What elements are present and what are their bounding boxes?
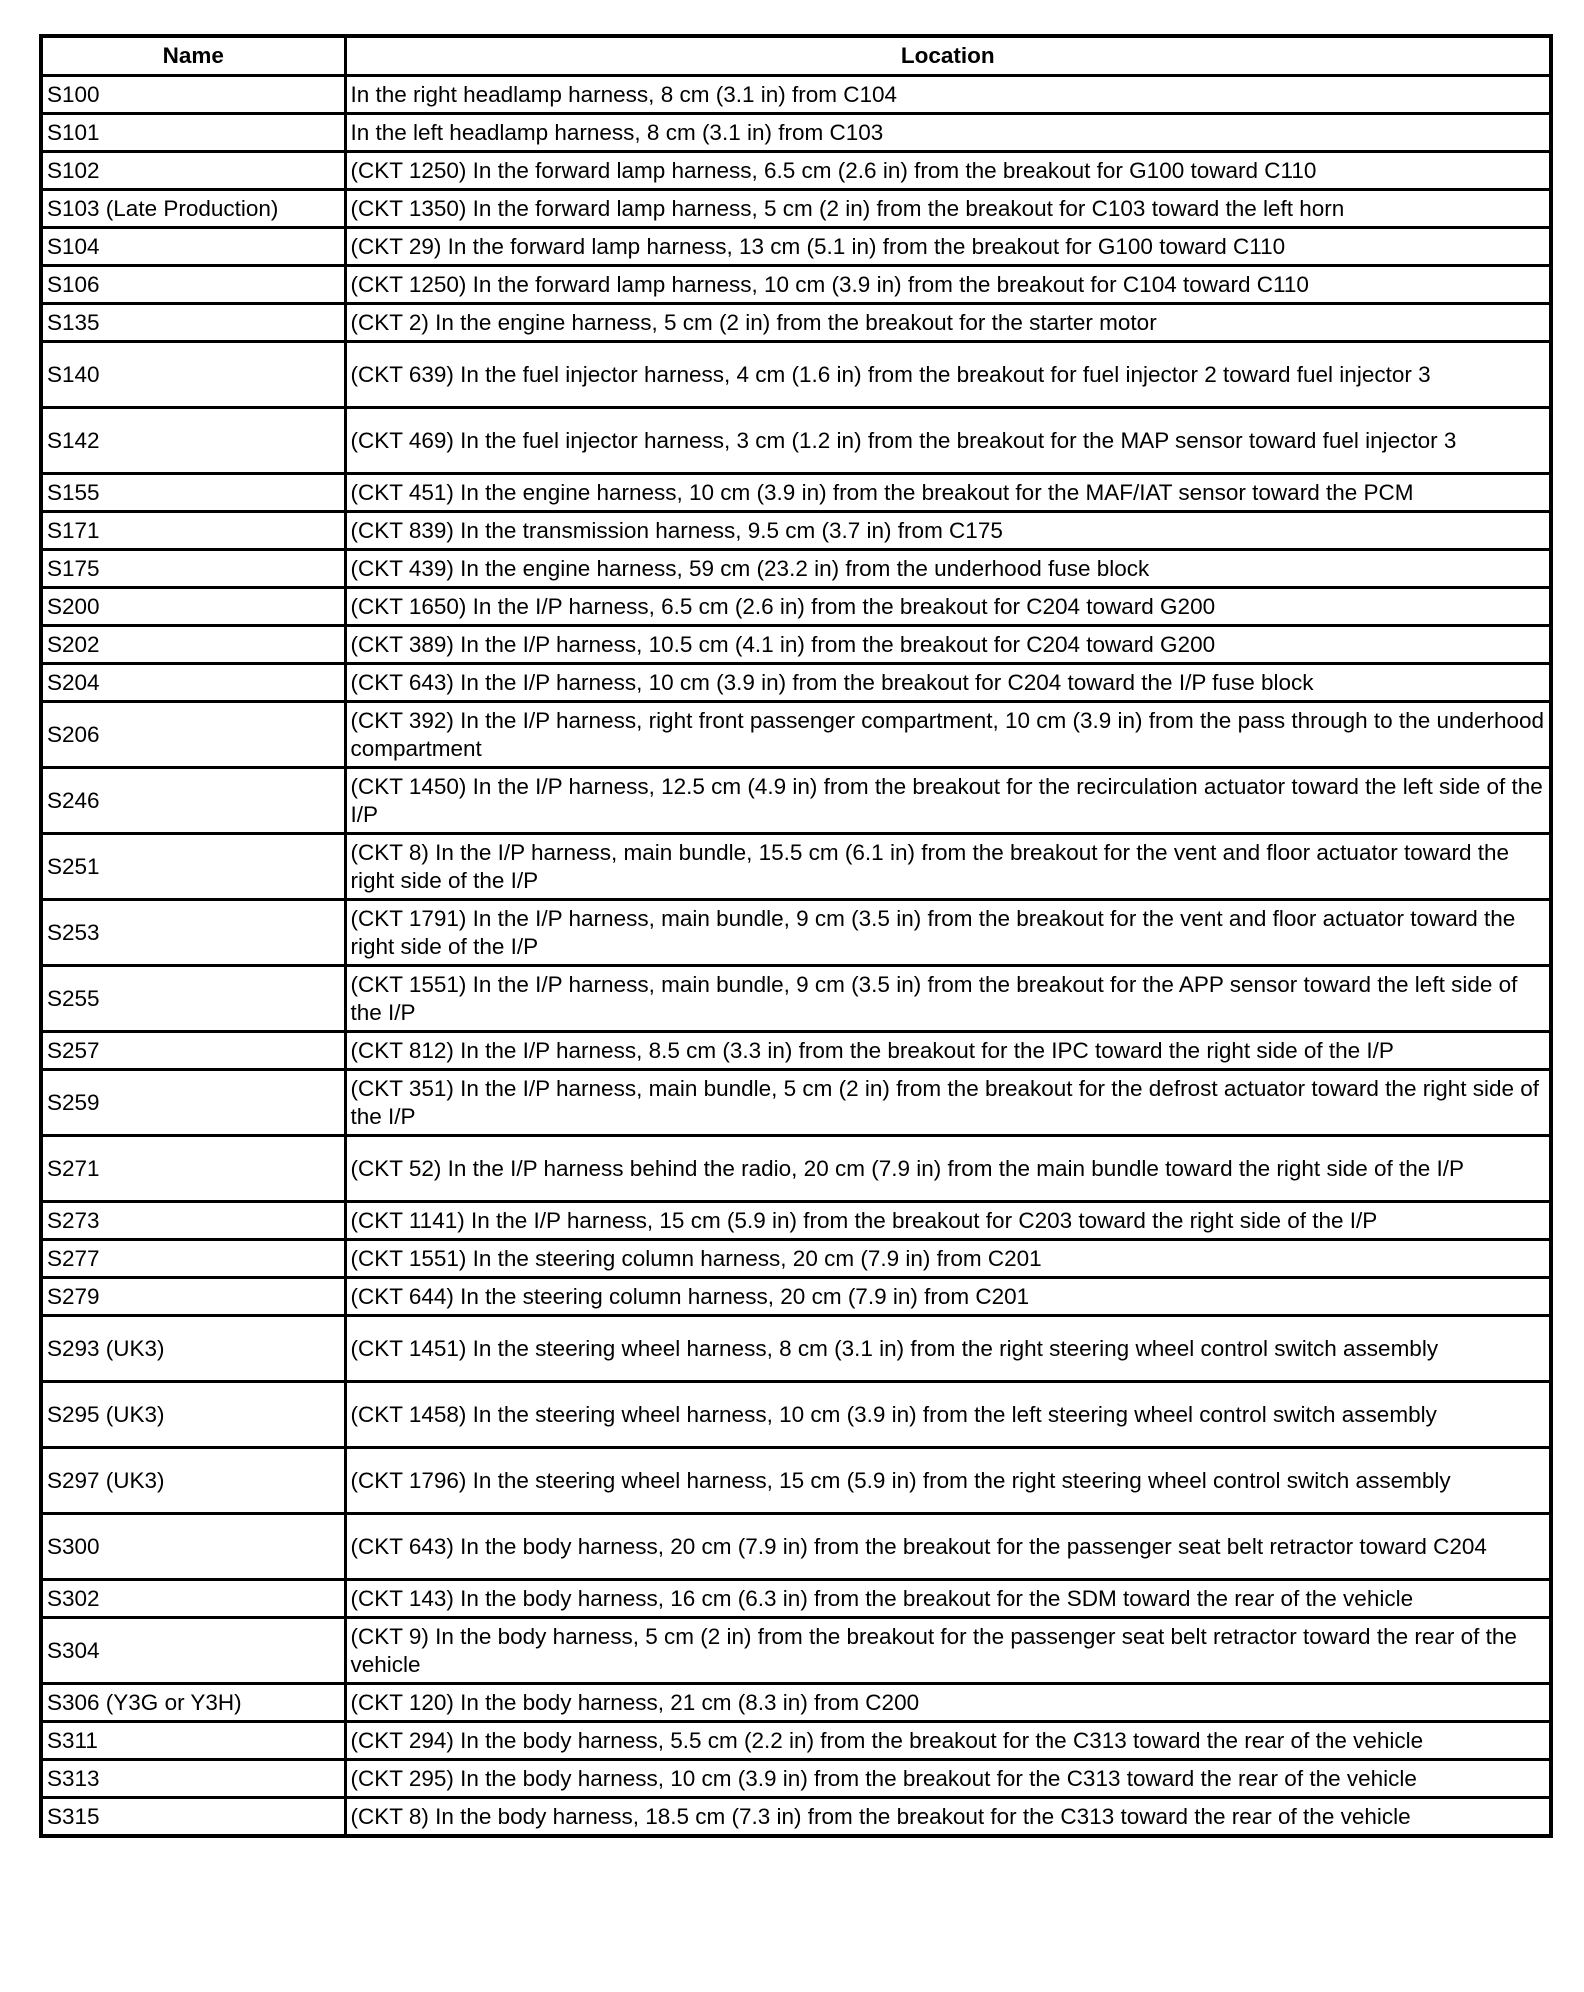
splice-name-cell: S311 bbox=[41, 1722, 345, 1760]
splice-name-cell: S313 bbox=[41, 1760, 345, 1798]
splice-name-cell: S140 bbox=[41, 342, 345, 408]
splice-name-cell: S302 bbox=[41, 1580, 345, 1618]
splice-location-cell: (CKT 9) In the body harness, 5 cm (2 in) from the breakout for the passenger seat belt retractor toward the rear of the vehicle bbox=[345, 1618, 1551, 1684]
splice-location-cell: (CKT 643) In the I/P harness, 10 cm (3.9 in) from the breakout for C204 toward the I/P fuse block bbox=[345, 664, 1551, 702]
table-row bbox=[41, 1448, 1551, 1514]
splice-name-cell: S155 bbox=[41, 474, 345, 512]
splice-name-cell: S297 (UK3) bbox=[41, 1448, 345, 1514]
splice-location-cell: (CKT 1796) In the steering wheel harness, 15 cm (5.9 in) from the right steering wheel control switch assembly bbox=[345, 1448, 1551, 1514]
splice-location-cell: (CKT 8) In the I/P harness, main bundle, 15.5 cm (6.1 in) from the breakout for the vent and floor actuator toward the right side of the I/P bbox=[345, 834, 1551, 900]
splice-location-cell: (CKT 8) In the body harness, 18.5 cm (7.3 in) from the breakout for the C313 toward the rear of the vehicle bbox=[345, 1798, 1551, 1837]
splice-location-cell: (CKT 2) In the engine harness, 5 cm (2 in) from the breakout for the starter motor bbox=[345, 304, 1551, 342]
splice-name-cell: S259 bbox=[41, 1070, 345, 1136]
table-row bbox=[41, 768, 1551, 834]
table-row bbox=[41, 588, 1551, 626]
splice-name-cell: S304 bbox=[41, 1618, 345, 1684]
splice-name-cell: S251 bbox=[41, 834, 345, 900]
splice-location-cell: (CKT 143) In the body harness, 16 cm (6.3 in) from the breakout for the SDM toward the rear of the vehicle bbox=[345, 1580, 1551, 1618]
splice-name-cell: S103 (Late Production) bbox=[41, 190, 345, 228]
table-row bbox=[41, 834, 1551, 900]
table-row bbox=[41, 76, 1551, 114]
table-row bbox=[41, 408, 1551, 474]
table-row bbox=[41, 114, 1551, 152]
splice-location-cell: (CKT 1250) In the forward lamp harness, 6.5 cm (2.6 in) from the breakout for G100 toward C110 bbox=[345, 152, 1551, 190]
splice-name-cell: S253 bbox=[41, 900, 345, 966]
table-row bbox=[41, 512, 1551, 550]
table-row bbox=[41, 1240, 1551, 1278]
table-row bbox=[41, 190, 1551, 228]
splice-location-cell: (CKT 294) In the body harness, 5.5 cm (2.2 in) from the breakout for the C313 toward the rear of the vehicle bbox=[345, 1722, 1551, 1760]
table-row bbox=[41, 228, 1551, 266]
table-row bbox=[41, 474, 1551, 512]
splice-location-cell: (CKT 1141) In the I/P harness, 15 cm (5.9 in) from the breakout for C203 toward the right side of the I/P bbox=[345, 1202, 1551, 1240]
splice-name-cell: S277 bbox=[41, 1240, 345, 1278]
table-row bbox=[41, 702, 1551, 768]
table-row bbox=[41, 664, 1551, 702]
column-header-location: Location bbox=[345, 36, 1551, 76]
splice-location-cell: (CKT 29) In the forward lamp harness, 13 cm (5.1 in) from the breakout for G100 toward C110 bbox=[345, 228, 1551, 266]
splice-location-cell: In the left headlamp harness, 8 cm (3.1 in) from C103 bbox=[345, 114, 1551, 152]
splice-name-cell: S171 bbox=[41, 512, 345, 550]
splice-location-cell: (CKT 1551) In the steering column harness, 20 cm (7.9 in) from C201 bbox=[345, 1240, 1551, 1278]
splice-location-cell: In the right headlamp harness, 8 cm (3.1 in) from C104 bbox=[345, 76, 1551, 114]
splice-name-cell: S204 bbox=[41, 664, 345, 702]
splice-name-cell: S315 bbox=[41, 1798, 345, 1837]
splice-location-cell: (CKT 639) In the fuel injector harness, 4 cm (1.6 in) from the breakout for fuel injector 2 toward fuel injector 3 bbox=[345, 342, 1551, 408]
table-row bbox=[41, 1580, 1551, 1618]
column-header-name: Name bbox=[41, 36, 345, 76]
table-row bbox=[41, 1202, 1551, 1240]
splice-name-cell: S271 bbox=[41, 1136, 345, 1202]
table-row bbox=[41, 966, 1551, 1032]
splice-location-cell: (CKT 644) In the steering column harness, 20 cm (7.9 in) from C201 bbox=[345, 1278, 1551, 1316]
table-row bbox=[41, 1278, 1551, 1316]
table-row bbox=[41, 1032, 1551, 1070]
table-header-row bbox=[41, 36, 1551, 76]
table-row bbox=[41, 304, 1551, 342]
splice-location-cell: (CKT 295) In the body harness, 10 cm (3.9 in) from the breakout for the C313 toward the rear of the vehicle bbox=[345, 1760, 1551, 1798]
splice-location-table bbox=[39, 34, 1553, 1838]
splice-location-cell: (CKT 120) In the body harness, 21 cm (8.3 in) from C200 bbox=[345, 1684, 1551, 1722]
splice-name-cell: S101 bbox=[41, 114, 345, 152]
table-row bbox=[41, 342, 1551, 408]
table-row bbox=[41, 900, 1551, 966]
splice-name-cell: S200 bbox=[41, 588, 345, 626]
splice-location-cell: (CKT 1451) In the steering wheel harness, 8 cm (3.1 in) from the right steering wheel control switch assembly bbox=[345, 1316, 1551, 1382]
table-row bbox=[41, 1316, 1551, 1382]
splice-name-cell: S279 bbox=[41, 1278, 345, 1316]
splice-location-cell: (CKT 451) In the engine harness, 10 cm (3.9 in) from the breakout for the MAF/IAT sensor toward the PCM bbox=[345, 474, 1551, 512]
splice-location-cell: (CKT 389) In the I/P harness, 10.5 cm (4.1 in) from the breakout for C204 toward G200 bbox=[345, 626, 1551, 664]
splice-name-cell: S300 bbox=[41, 1514, 345, 1580]
splice-location-cell: (CKT 351) In the I/P harness, main bundle, 5 cm (2 in) from the breakout for the defrost actuator toward the right side of the I/P bbox=[345, 1070, 1551, 1136]
splice-location-cell: (CKT 1551) In the I/P harness, main bundle, 9 cm (3.5 in) from the breakout for the APP sensor toward the left side of the I/P bbox=[345, 966, 1551, 1032]
table-row bbox=[41, 1514, 1551, 1580]
splice-name-cell: S106 bbox=[41, 266, 345, 304]
table-row bbox=[41, 550, 1551, 588]
splice-name-cell: S306 (Y3G or Y3H) bbox=[41, 1684, 345, 1722]
splice-name-cell: S206 bbox=[41, 702, 345, 768]
splice-location-cell: (CKT 839) In the transmission harness, 9.5 cm (3.7 in) from C175 bbox=[345, 512, 1551, 550]
splice-name-cell: S142 bbox=[41, 408, 345, 474]
splice-name-cell: S202 bbox=[41, 626, 345, 664]
table-row bbox=[41, 1618, 1551, 1684]
splice-name-cell: S104 bbox=[41, 228, 345, 266]
splice-location-cell: (CKT 1458) In the steering wheel harness, 10 cm (3.9 in) from the left steering wheel control switch assembly bbox=[345, 1382, 1551, 1448]
splice-location-table-container bbox=[39, 34, 1549, 1838]
table-row bbox=[41, 266, 1551, 304]
splice-name-cell: S100 bbox=[41, 76, 345, 114]
splice-location-cell: (CKT 1791) In the I/P harness, main bundle, 9 cm (3.5 in) from the breakout for the vent and floor actuator toward the right side of the I/P bbox=[345, 900, 1551, 966]
splice-location-cell: (CKT 392) In the I/P harness, right front passenger compartment, 10 cm (3.9 in) from the pass through to the underhood compartment bbox=[345, 702, 1551, 768]
splice-location-cell: (CKT 643) In the body harness, 20 cm (7.9 in) from the breakout for the passenger seat belt retractor toward C204 bbox=[345, 1514, 1551, 1580]
splice-location-cell: (CKT 1350) In the forward lamp harness, 5 cm (2 in) from the breakout for C103 toward the left horn bbox=[345, 190, 1551, 228]
splice-name-cell: S102 bbox=[41, 152, 345, 190]
splice-name-cell: S246 bbox=[41, 768, 345, 834]
splice-name-cell: S295 (UK3) bbox=[41, 1382, 345, 1448]
table-row bbox=[41, 1136, 1551, 1202]
splice-location-cell: (CKT 469) In the fuel injector harness, 3 cm (1.2 in) from the breakout for the MAP sensor toward fuel injector 3 bbox=[345, 408, 1551, 474]
table-row bbox=[41, 1760, 1551, 1798]
splice-location-cell: (CKT 1450) In the I/P harness, 12.5 cm (4.9 in) from the breakout for the recirculation actuator toward the left side of the I/P bbox=[345, 768, 1551, 834]
splice-location-cell: (CKT 812) In the I/P harness, 8.5 cm (3.3 in) from the breakout for the IPC toward the right side of the I/P bbox=[345, 1032, 1551, 1070]
splice-location-cell: (CKT 52) In the I/P harness behind the radio, 20 cm (7.9 in) from the main bundle toward the right side of the I/P bbox=[345, 1136, 1551, 1202]
table-row bbox=[41, 1382, 1551, 1448]
splice-name-cell: S175 bbox=[41, 550, 345, 588]
table-row bbox=[41, 1684, 1551, 1722]
table-row bbox=[41, 152, 1551, 190]
splice-name-cell: S257 bbox=[41, 1032, 345, 1070]
table-row bbox=[41, 1070, 1551, 1136]
splice-name-cell: S135 bbox=[41, 304, 345, 342]
table-row bbox=[41, 626, 1551, 664]
splice-location-cell: (CKT 439) In the engine harness, 59 cm (23.2 in) from the underhood fuse block bbox=[345, 550, 1551, 588]
splice-name-cell: S255 bbox=[41, 966, 345, 1032]
splice-name-cell: S293 (UK3) bbox=[41, 1316, 345, 1382]
splice-location-cell: (CKT 1250) In the forward lamp harness, 10 cm (3.9 in) from the breakout for C104 toward C110 bbox=[345, 266, 1551, 304]
splice-name-cell: S273 bbox=[41, 1202, 345, 1240]
table-row bbox=[41, 1798, 1551, 1837]
splice-location-cell: (CKT 1650) In the I/P harness, 6.5 cm (2.6 in) from the breakout for C204 toward G200 bbox=[345, 588, 1551, 626]
table-row bbox=[41, 1722, 1551, 1760]
